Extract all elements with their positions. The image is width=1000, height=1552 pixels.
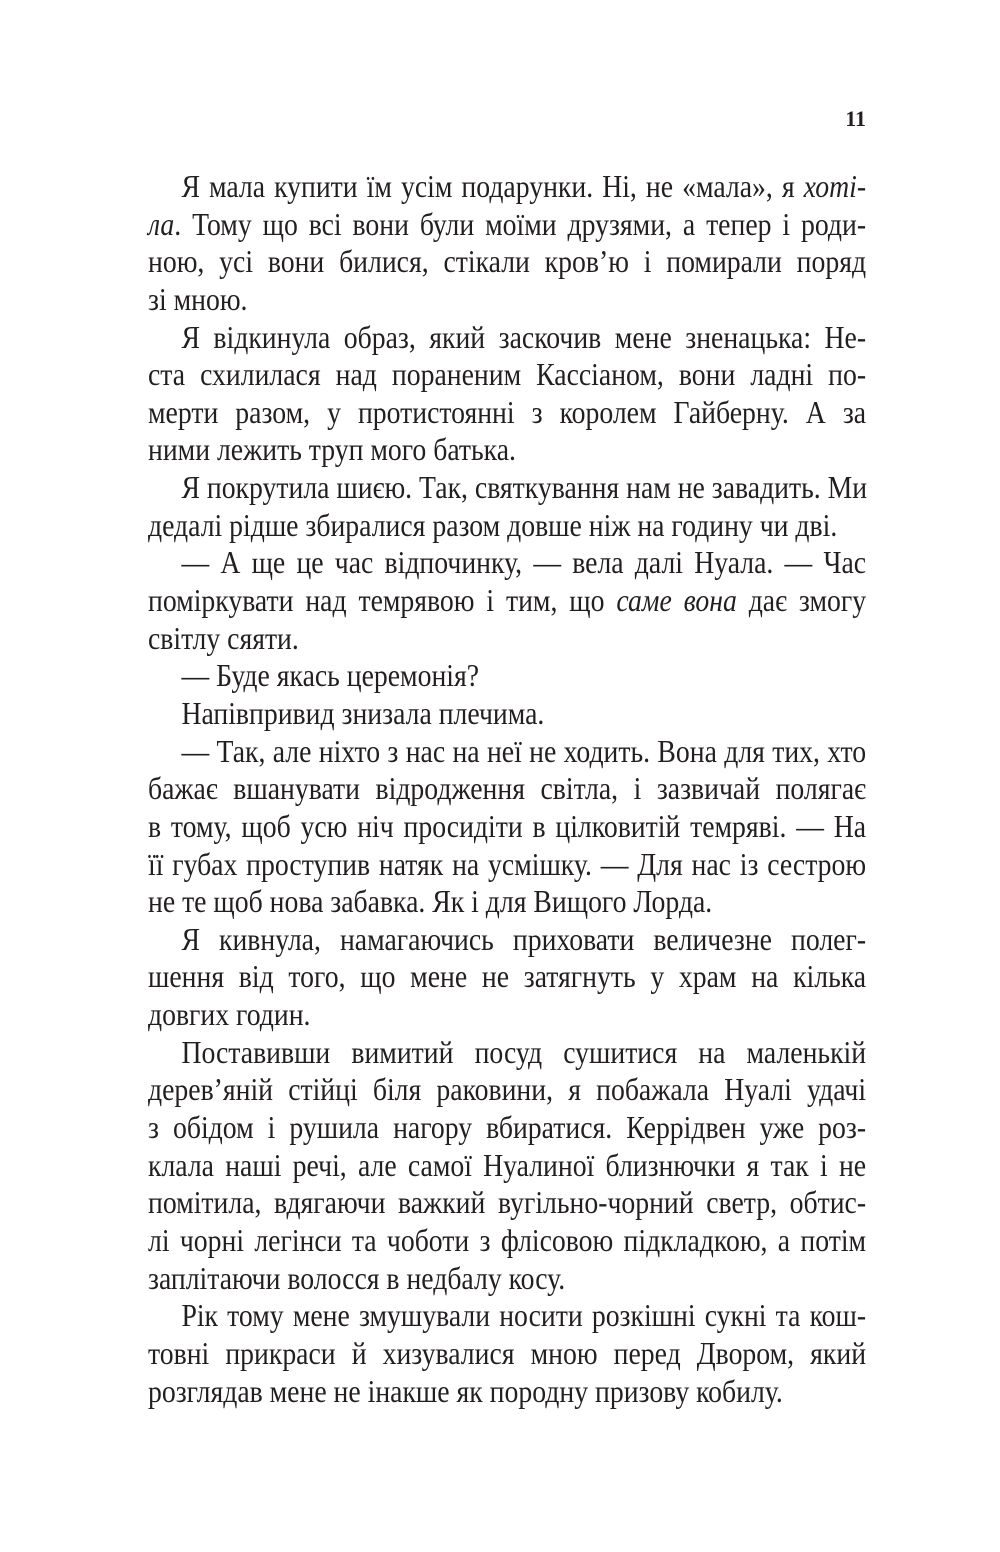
text-segment: Я мала купити їм усім подарунки. Ні, не «мала», я [181, 169, 804, 204]
text-segment: ста схилилася над пораненим Кассіаном, вони ладні по- [148, 357, 867, 393]
text-line [148, 695, 866, 733]
text-segment: — Так, але ніхто з нас на неї не ходить. Вона для тих, хто [181, 733, 867, 769]
text-line [148, 469, 866, 507]
text-line [148, 1335, 866, 1373]
text-line [148, 620, 866, 658]
text-line [148, 846, 866, 884]
text-line [148, 1147, 866, 1185]
text-segment: дерев’яній стійці біля раковини, я побажала Нуалі удачі [148, 1072, 867, 1108]
text-line [148, 1071, 866, 1109]
text-line [148, 431, 866, 469]
text-segment: світлу сяяти. [148, 620, 299, 656]
text-line [148, 883, 866, 921]
text-segment: з обідом і рушила нагору вбиратися. Керрідвен уже роз- [148, 1110, 867, 1146]
text-line [148, 281, 866, 319]
text-line [148, 770, 866, 808]
italic-text: саме вона [616, 583, 737, 619]
text-segment: не те щоб нова забавка. Як і для Вищого Лорда. [148, 884, 713, 920]
text-segment: зі мною. [148, 281, 248, 317]
text-segment: Я відкинула образ, який заскочив мене зненацька: Не- [181, 319, 867, 355]
text-line [148, 958, 866, 996]
text-segment: . Тому що всі вони були моїми друзями, а тепер і роди- [174, 206, 867, 242]
text-segment: її губах проступив натяк на усмішку. — Для нас із сестрою [148, 846, 867, 882]
text-segment: ною, усі вони билися, стікали кров’ю і помирали поряд [148, 244, 867, 280]
text-line [148, 733, 866, 771]
text-line [148, 1184, 866, 1222]
italic-text: ла [148, 206, 175, 242]
text-line [148, 507, 866, 545]
text-line [148, 1109, 866, 1147]
text-line [148, 1034, 866, 1072]
text-segment: Я кивнула, намагаючись приховати величезне полег- [181, 921, 867, 957]
text-line [148, 582, 866, 620]
text-segment: дає змогу [736, 583, 867, 619]
text-segment: Рік тому мене змушували носити розкішні сукні та кош- [181, 1298, 867, 1334]
text-segment: помітила, вдягаючи важкий вугільно-чорний светр, обтис- [148, 1185, 867, 1221]
text-segment: товні прикраси й хизувалися мною перед Двором, який [148, 1335, 867, 1371]
text-line [148, 319, 866, 357]
text-segment: заплітаючи волосся в недбалу косу. [148, 1260, 566, 1296]
text-line [148, 168, 866, 206]
text-line [148, 1373, 866, 1411]
text-segment: розглядав мене не інакше як породну призову кобилу. [148, 1373, 783, 1409]
text-line [148, 206, 866, 244]
text-segment: мерти разом, у протистоянні з королем Гайберну. А за [148, 394, 867, 430]
text-line [148, 921, 866, 959]
text-line [148, 356, 866, 394]
text-segment: Поставивши вимитий посуд сушитися на маленькій [181, 1034, 867, 1070]
text-segment: клала наші речі, але самої Нуалиної близнючки я так і не [148, 1147, 867, 1183]
text-line [148, 1260, 866, 1298]
body-text [148, 168, 866, 1410]
text-line [148, 544, 866, 582]
text-segment: бажає вшанувати відродження світла, і зазвичай полягає [148, 771, 867, 807]
text-segment: поміркувати над темрявою і тим, що [148, 583, 617, 619]
text-segment: Я покрутила шиєю. Так, святкування нам не завадить. Ми [181, 470, 868, 506]
text-line [148, 808, 866, 846]
text-line [148, 243, 866, 281]
text-segment: — Буде якась церемонія? [181, 658, 480, 694]
text-line [148, 394, 866, 432]
italic-text: хоті- [803, 169, 867, 204]
text-segment: ними лежить труп мого батька. [148, 432, 516, 468]
text-segment: довгих годин. [148, 997, 311, 1033]
text-segment: шення від того, що мене не затягнуть у храм на кілька [148, 959, 867, 995]
text-segment: в тому, щоб усю ніч просидіти в цілковитій темряві. — На [148, 808, 867, 844]
text-segment: Напівпривид знизала плечима. [181, 695, 545, 731]
text-segment: дедалі рідше збиралися разом довше ніж на годину чи дві. [148, 507, 838, 543]
text-segment: лі чорні легінси та чоботи з флісовою підкладкою, а потім [148, 1222, 867, 1258]
text-segment: — А ще це час відпочинку, — вела далі Нуала. — Час [181, 545, 867, 581]
text-line [148, 1222, 866, 1260]
text-line [148, 1297, 866, 1335]
text-line [148, 996, 866, 1034]
text-line [148, 657, 866, 695]
page-number: 11 [845, 106, 866, 131]
